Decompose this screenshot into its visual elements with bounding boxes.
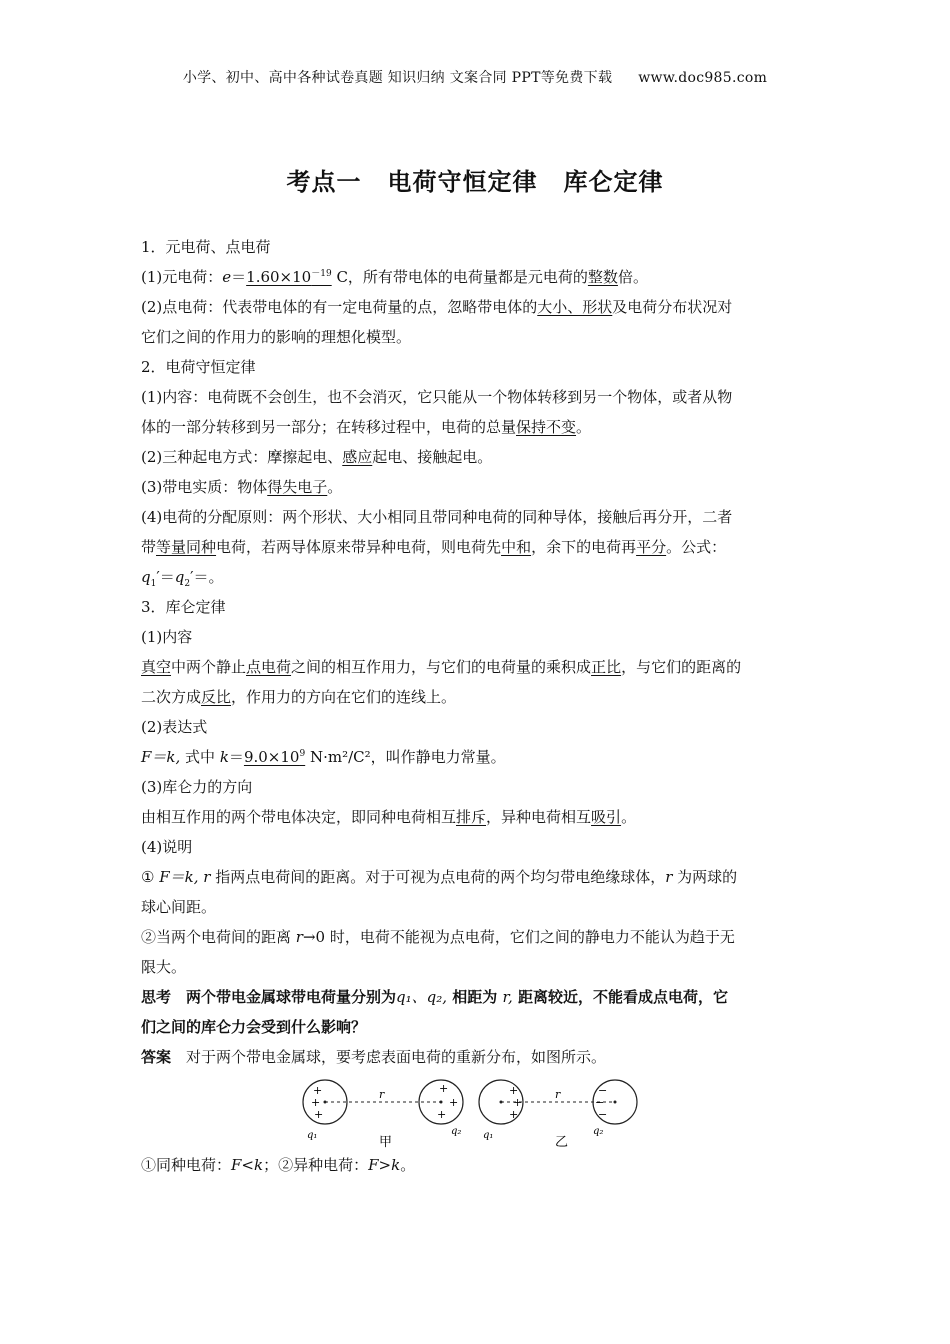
title-part1: 考点一 <box>286 168 362 196</box>
s2-formula: $q_1'=q_2'=$。 <box>141 568 224 589</box>
answer-line: 答案 对于两个带电金属球，要考虑表面电荷的重新分布，如图所示。 <box>141 1048 607 1066</box>
s2-line6: 带等量同种电荷，若两导体原来带异种电荷，则电荷先中和，余下的电荷再平分。公式： <box>141 538 727 556</box>
blank-electrons: 得失电子 <box>267 478 328 496</box>
s3-heading: 3．库仑定律 <box>141 598 226 616</box>
s3-line9: ① F＝k, r 指两点电荷间的距离。对于可视为点电荷的两个均匀带电绝缘球体，r 为两球的 <box>141 868 738 886</box>
blank-size-shape: 大小、形状 <box>537 298 613 316</box>
blank-coulomb-constant: $9.0\times 10^9$ <box>243 748 306 766</box>
minus-sign: − <box>598 1108 608 1121</box>
s1-line3: 它们之间的作用力的影响的理想化模型。 <box>141 328 412 346</box>
s3-line4: (2)表达式 <box>141 718 208 736</box>
header-site-link[interactable]: www.doc985.com <box>638 70 768 86</box>
diagram-yi <box>479 1080 637 1141</box>
s2-line3: (2)三种起电方式：摩擦起电、感应起电、接触起电。 <box>141 448 493 466</box>
s1-line1: (1)元电荷：$e=1.60\times 10^{-19}$ C，所有带电体的电荷量都是元电荷的整数倍。 <box>141 268 648 286</box>
s3-line6: (3)库仑力的方向 <box>141 778 253 796</box>
s3-line10: 球心间距。 <box>141 898 217 916</box>
s2-line4: (3)带电实质：物体得失电子。 <box>141 478 343 496</box>
plus-sign: + <box>439 1082 449 1095</box>
blank-elementary-charge: $1.60\times 10^{-19}$ <box>246 268 332 286</box>
s3-line2: 真空中两个静止点电荷之间的相互作用力，与它们的电荷量的乘积成正比，与它们的距离的 <box>141 658 742 676</box>
s3-line7: 由相互作用的两个带电体决定，即同种电荷相互排斥，异种电荷相互吸引。 <box>141 808 637 826</box>
title-part3: 库仑定律 <box>563 168 664 196</box>
blank-integer: 整数 <box>587 268 618 286</box>
s1-heading: 1．元电荷、点电荷 <box>141 238 271 256</box>
header-text: 小学、初中、高中各种试卷真题 知识归纳 文案合同 PPT等免费下载 <box>182 70 613 86</box>
label-q1-right: q₁ <box>483 1130 494 1141</box>
label-r-left: r <box>379 1088 385 1101</box>
s3-line8: (4)说明 <box>141 838 193 856</box>
label-q1-left: q₁ <box>307 1130 318 1141</box>
s3-line3: 二次方成反比，作用力的方向在它们的连线上。 <box>141 688 457 706</box>
think-line2: 们之间的库仑力会受到什么影响？ <box>141 1018 367 1036</box>
think-line1: 思考 两个带电金属球带电荷量分别为q₁、q₂, 相距为 r, 距离较近，不能看成点电荷，它 <box>141 988 729 1006</box>
plus-sign: + <box>513 1096 523 1109</box>
label-q2-left: q₂ <box>451 1126 462 1137</box>
s2-heading: 2．电荷守恒定律 <box>141 358 256 376</box>
blank-conserved: 保持不变 <box>516 418 577 436</box>
charge-diagram-svg <box>301 1072 661 1150</box>
diagram-jia <box>303 1080 463 1141</box>
s3-line11: ②当两个电荷间的距离 r→0 时，电荷不能视为点电荷，它们之间的静电力不能认为趋于无 <box>141 928 735 946</box>
charge-diagram <box>141 1072 813 1150</box>
s2-line1: (1)内容：电荷既不会创生，也不会消灭，它只能从一个物体转移到另一个物体，或者从物 <box>141 388 733 406</box>
label-yi: 乙 <box>555 1135 569 1150</box>
main-content <box>141 232 813 1180</box>
label-q2-right: q₂ <box>593 1126 604 1137</box>
plus-sign: + <box>509 1108 519 1121</box>
s3-line12: 限大。 <box>141 958 187 976</box>
title-part2: 电荷守恒定律 <box>387 168 538 196</box>
label-jia: 甲 <box>379 1135 393 1150</box>
s3-line5: F＝k, 式中 $k=9.0\times 10^9$ N·m²/C²，叫作静电力常量。 <box>141 748 506 766</box>
blank-induction: 感应 <box>342 448 373 466</box>
label-r-right: r <box>555 1088 561 1101</box>
plus-sign: + <box>437 1108 447 1121</box>
conclusion-line: ①同种电荷：F<k；②异种电荷：F>k。 <box>141 1156 416 1174</box>
s2-line5: (4)电荷的分配原则：两个形状、大小相同且带同种电荷的同种导体，接触后再分开，二者 <box>141 508 733 526</box>
plus-sign: + <box>311 1096 321 1109</box>
s1-line2: (2)点电荷：代表带电体的有一定电荷量的点，忽略带电体的大小、形状及电荷分布状况对 <box>141 298 733 316</box>
page-header <box>0 67 950 87</box>
minus-sign: − <box>598 1084 608 1097</box>
plus-sign: + <box>313 1084 323 1097</box>
plus-sign: + <box>314 1108 324 1121</box>
plus-sign: + <box>449 1096 459 1109</box>
minus-sign: − <box>595 1096 605 1109</box>
section-title <box>0 162 950 197</box>
plus-sign: + <box>509 1084 519 1097</box>
s3-line1: (1)内容 <box>141 628 193 646</box>
s2-line2: 体的一部分转移到另一部分；在转移过程中，电荷的总量保持不变。 <box>141 418 592 436</box>
